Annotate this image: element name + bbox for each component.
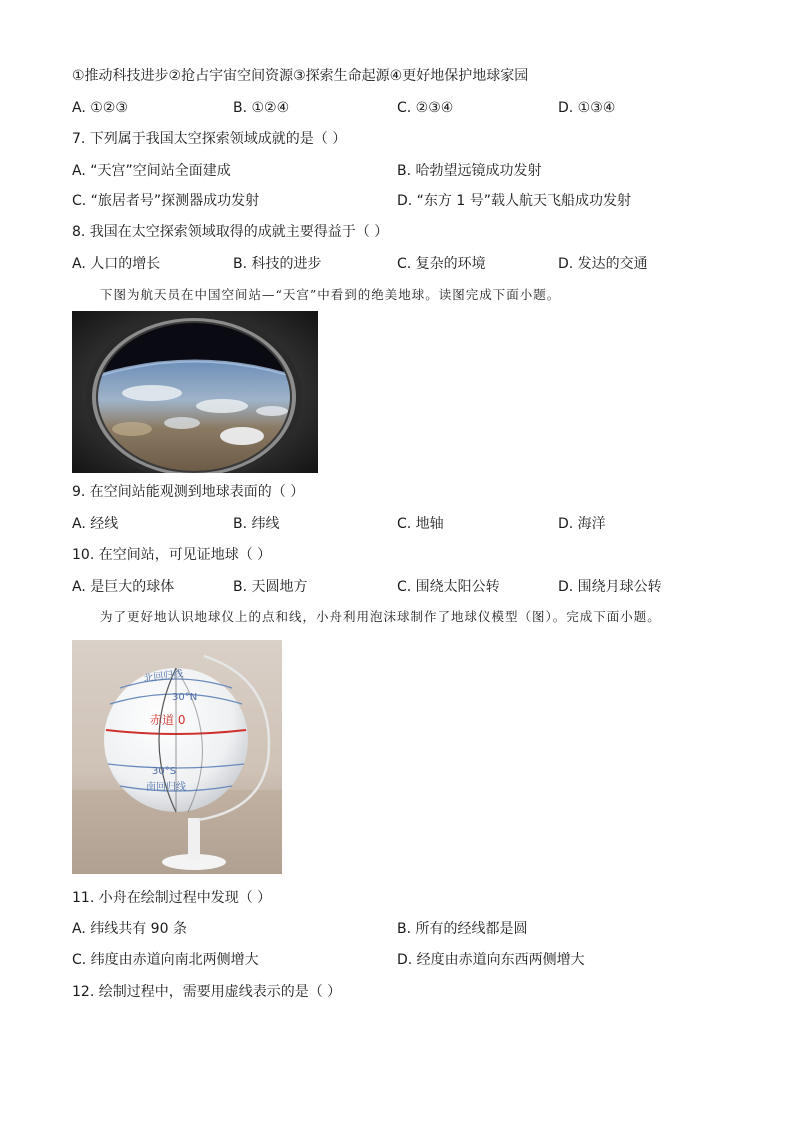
q10-option-c: C. 围绕太阳公转 bbox=[397, 579, 500, 595]
q6-option-b: B. ①②④ bbox=[233, 100, 290, 116]
globe-model-photo bbox=[72, 640, 282, 874]
globe-label-south-circle: 南回归线 bbox=[146, 782, 186, 793]
q7-option-b: B. 哈勃望远镜成功发射 bbox=[397, 163, 542, 179]
earth-window-photo bbox=[72, 311, 318, 473]
q10-stem: 10. 在空间站，可见证地球（ ） bbox=[72, 547, 272, 563]
q9-stem: 9. 在空间站能观测到地球表面的（ ） bbox=[72, 484, 305, 500]
q7-option-a: A. “天宫”空间站全面建成 bbox=[72, 163, 231, 179]
q9-option-a: A. 经线 bbox=[72, 516, 119, 532]
q8-option-d: D. 发达的交通 bbox=[558, 256, 648, 272]
globe-label-equator: 赤道 0 bbox=[150, 713, 186, 727]
q11-option-b: B. 所有的经线都是圆 bbox=[397, 921, 528, 937]
passage-intro-2: 为了更好地认识地球仪上的点和线，小舟利用泡沫球制作了地球仪模型（图）。完成下面小题。 bbox=[100, 609, 661, 624]
q8-option-a: A. 人口的增长 bbox=[72, 256, 161, 272]
q9-option-d: D. 海洋 bbox=[558, 516, 606, 532]
q6-option-a: A. ①②③ bbox=[72, 100, 128, 116]
q11-option-a: A. 纬线共有 90 条 bbox=[72, 921, 187, 937]
q7-option-d: D. “东方 1 号”载人航天飞船成功发射 bbox=[397, 193, 631, 209]
q8-option-c: C. 复杂的环境 bbox=[397, 256, 486, 272]
globe-label-north-circle: 北回归线 bbox=[142, 668, 185, 685]
q7-stem: 7. 下列属于我国太空探索领域成就的是（ ） bbox=[72, 131, 347, 147]
q10-option-a: A. 是巨大的球体 bbox=[72, 579, 175, 595]
q8-stem: 8. 我国在太空探索领域取得的成就主要得益于（ ） bbox=[72, 224, 389, 240]
q6-stem: ①推动科技进步②抢占宇宙空间资源③探索生命起源④更好地保护地球家园 bbox=[72, 68, 529, 84]
q7-option-c: C. “旅居者号”探测器成功发射 bbox=[72, 193, 260, 209]
q6-option-c: C. ②③④ bbox=[397, 100, 454, 116]
q10-option-b: B. 天圆地方 bbox=[233, 579, 308, 595]
q8-option-b: B. 科技的进步 bbox=[233, 256, 322, 272]
q9-option-b: B. 纬线 bbox=[233, 516, 280, 532]
q11-stem: 11. 小舟在绘制过程中发现（ ） bbox=[72, 890, 272, 906]
q11-option-c: C. 纬度由赤道向南北两侧增大 bbox=[72, 952, 259, 968]
q9-option-c: C. 地轴 bbox=[397, 516, 444, 532]
q11-option-d: D. 经度由赤道向东西两侧增大 bbox=[397, 952, 585, 968]
q6-option-d: D. ①③④ bbox=[558, 100, 616, 116]
globe-label-30n: 30°N bbox=[172, 692, 198, 703]
passage-intro-1: 下图为航天员在中国空间站—“天宫”中看到的绝美地球。读图完成下面小题。 bbox=[100, 287, 561, 302]
q12-stem: 12. 绘制过程中，需要用虚线表示的是（ ） bbox=[72, 984, 342, 1000]
q10-option-d: D. 围绕月球公转 bbox=[558, 579, 662, 595]
globe-label-30s: 30°S bbox=[152, 766, 177, 777]
